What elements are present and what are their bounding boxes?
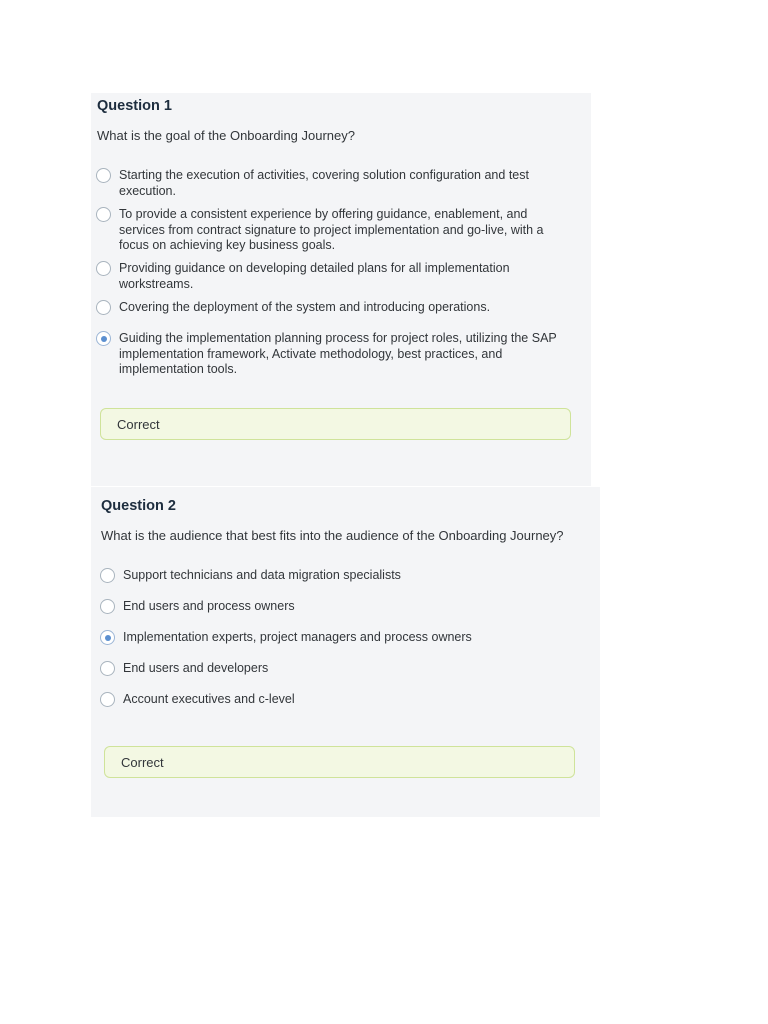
answer-option-label: Guiding the implementation planning process for project roles, utilizing the SAP implementation framework, Activate methodology, best practices, and implementation tools. [119, 331, 557, 376]
radio-button[interactable] [96, 300, 111, 315]
radio-button[interactable] [96, 207, 111, 222]
radio-button[interactable] [96, 261, 111, 276]
radio-button[interactable] [96, 168, 111, 183]
question-card-2 [91, 487, 600, 817]
radio-button-selected[interactable] [96, 331, 111, 346]
answer-option[interactable] [100, 661, 580, 677]
question-title: Question 1 [97, 98, 172, 114]
answer-option-label: Implementation experts, project managers and process owners [123, 630, 472, 644]
answer-option[interactable] [100, 599, 580, 615]
answer-option-label: To provide a consistent experience by offering guidance, enablement, and services from contract signature to project implementation and go-live, with a focus on achieving key business goals. [119, 207, 544, 252]
radio-button[interactable] [100, 568, 115, 583]
feedback-correct: Correct [104, 746, 575, 778]
answer-option-label: Support technicians and data migration specialists [123, 568, 401, 582]
answer-option-label: End users and process owners [123, 599, 295, 613]
answer-option-label: End users and developers [123, 661, 269, 675]
answer-option-selected[interactable] [96, 331, 566, 378]
question-prompt: What is the audience that best fits into the audience of the Onboarding Journey? [101, 528, 564, 543]
answer-option[interactable] [100, 692, 580, 708]
answer-option[interactable] [100, 568, 580, 584]
question-title: Question 2 [101, 498, 176, 514]
answer-option[interactable] [96, 168, 566, 199]
question-prompt: What is the goal of the Onboarding Journey? [97, 128, 355, 143]
radio-button[interactable] [100, 661, 115, 676]
feedback-correct: Correct [100, 408, 571, 440]
radio-button[interactable] [100, 599, 115, 614]
answer-option[interactable] [96, 261, 566, 292]
radio-button[interactable] [100, 692, 115, 707]
answer-option-label: Account executives and c-level [123, 692, 295, 706]
answer-option-label: Providing guidance on developing detailed plans for all implementation workstreams. [119, 261, 510, 291]
answer-option-label: Covering the deployment of the system and introducing operations. [119, 300, 491, 314]
answer-option-label: Starting the execution of activities, covering solution configuration and test execution. [119, 168, 529, 198]
radio-button-selected[interactable] [100, 630, 115, 645]
answer-option[interactable] [96, 300, 566, 316]
question-card-1 [91, 93, 591, 486]
answer-option[interactable] [96, 207, 566, 254]
answer-option-selected[interactable] [100, 630, 580, 646]
